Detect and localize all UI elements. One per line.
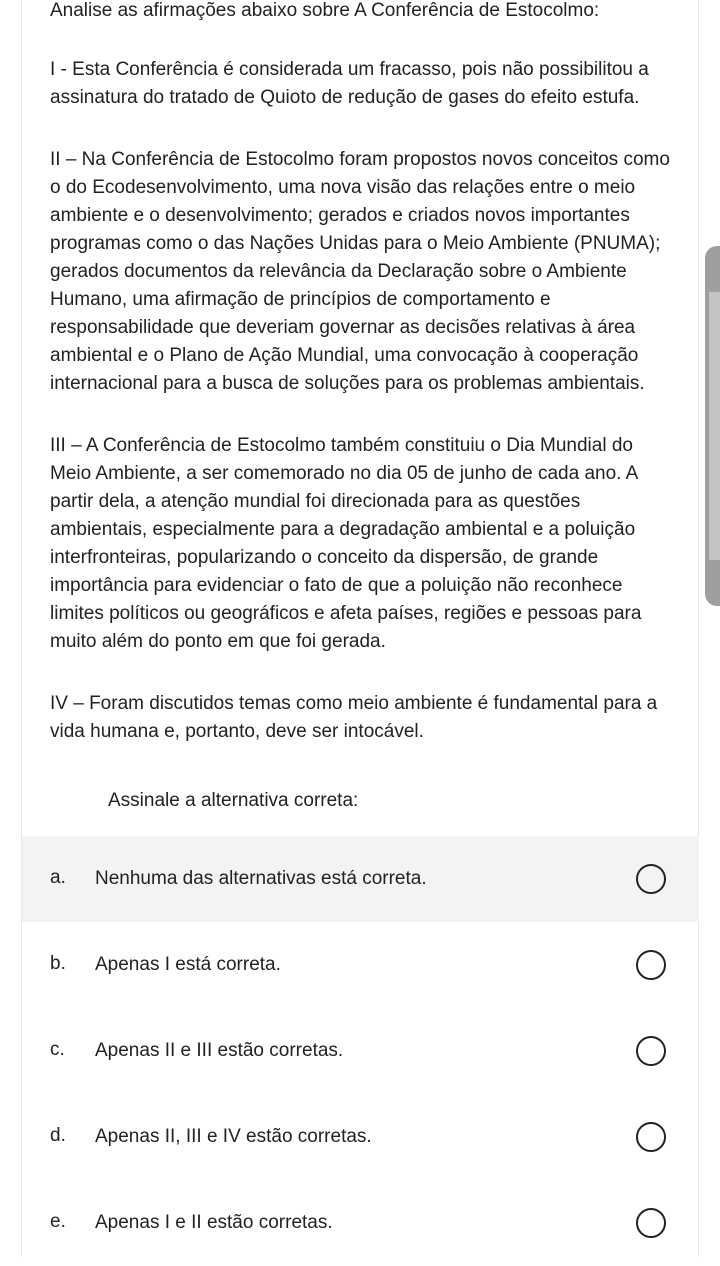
option-letter: e.	[50, 1211, 66, 1232]
option-label: Apenas I está correta.	[95, 954, 281, 975]
option-label: Apenas II, III e IV estão corretas.	[95, 1126, 372, 1147]
option-letter: a.	[50, 867, 66, 888]
radio-button[interactable]	[636, 1208, 666, 1238]
question-text	[50, 0, 675, 746]
radio-button[interactable]	[636, 864, 666, 894]
radio-button[interactable]	[636, 1122, 666, 1152]
option-a[interactable]	[22, 836, 699, 922]
option-c[interactable]	[22, 1008, 699, 1094]
radio-button[interactable]	[636, 1036, 666, 1066]
option-b[interactable]	[22, 922, 699, 1008]
radio-button[interactable]	[636, 950, 666, 980]
option-label: Apenas I e II estão corretas.	[95, 1212, 333, 1233]
option-label: Apenas II e III estão corretas.	[95, 1040, 344, 1061]
scrollbar-thumb-inner	[709, 292, 720, 560]
statement-4: IV – Foram discutidos temas como meio ambiente é fundamental para a vida humana e, portanto, deve ser intocável.	[50, 693, 658, 742]
statement-2: II – Na Conferência de Estocolmo foram propostos novos conceitos como o do Ecodesenvolvimento, uma nova visão das relações entre o meio ambiente e o desenvolvimento; gerados e criados novos importantes programas como o das Nações Unidas para o Meio Ambiente (PNUMA); gerados documentos da relevância da Declaração sobre o Ambiente Humano, uma afirmação de princípios de comportamento e responsabilidade que deveriam governar as decisões relativas à área ambiental e o Plano de Ação Mundial, uma convocação à cooperação internacional para a busca de soluções para os problemas ambientais.	[50, 149, 670, 394]
option-e[interactable]	[22, 1180, 699, 1266]
option-letter: d.	[50, 1125, 66, 1146]
statement-3: III – A Conferência de Estocolmo também constituiu o Dia Mundial do Meio Ambiente, a ser comemorado no dia 05 de junho de cada ano. A partir dela, a atenção mundial foi direcionada para as questões ambientais, especialmente para a degradação ambiental e a poluição interfronteiras, popularizando o conceito da dispersão, de grande importância para evidenciar o fato de que a poluição não reconhece limites políticos ou geográficos e afeta países, regiões e pessoas para muito além do ponto em que foi gerada.	[50, 435, 642, 652]
option-d[interactable]	[22, 1094, 699, 1180]
option-letter: b.	[50, 953, 66, 974]
option-letter: c.	[50, 1039, 65, 1060]
option-label: Nenhuma das alternativas está correta.	[95, 868, 427, 889]
question-intro: Analise as afirmações abaixo sobre A Conferência de Estocolmo:	[50, 0, 600, 21]
answer-prompt: Assinale a alternativa correta:	[108, 790, 359, 811]
statement-1: I - Esta Conferência é considerada um fracasso, pois não possibilitou a assinatura do tratado de Quioto de redução de gases do efeito estufa.	[50, 59, 649, 108]
